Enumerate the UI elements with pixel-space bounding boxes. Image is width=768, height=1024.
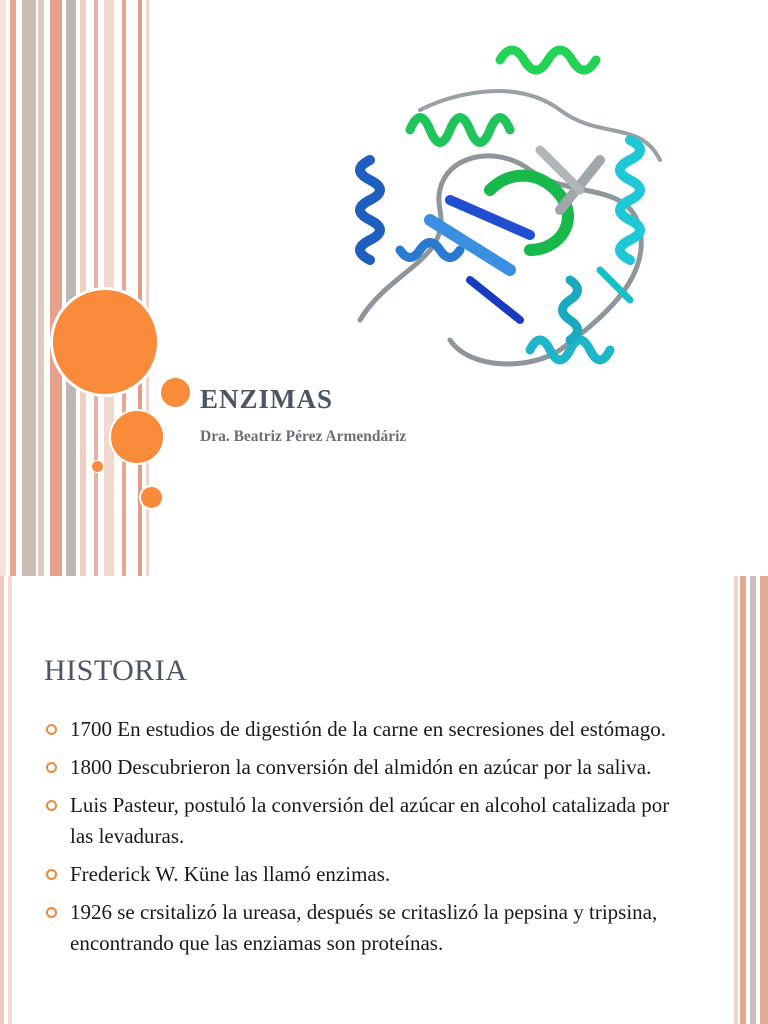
- list-item-text: Luis Pasteur, postuló la conversión del azúcar en alcohol catalizada por las levaduras.: [70, 793, 670, 848]
- slide-title: ENZIMAS: [200, 384, 334, 414]
- orange-ring-bullet-icon: [46, 869, 57, 880]
- list-item: [46, 752, 686, 783]
- content-slide: [0, 576, 768, 1024]
- orange-ring-bullet-icon: [46, 907, 57, 918]
- stripe-decoration: [734, 576, 738, 1024]
- stripe-decoration: [80, 0, 86, 576]
- list-item: [46, 897, 686, 959]
- list-item-text: 1700 En estudios de digestión de la carne en secresiones del estómago.: [70, 717, 666, 741]
- list-item: [46, 790, 686, 852]
- orange-ring-bullet-icon: [46, 762, 57, 773]
- decorative-circle-small: [91, 460, 104, 473]
- list-item-text: 1800 Descubrieron la conversión del almidón en azúcar por la saliva.: [70, 755, 652, 779]
- list-item-text: 1926 se crsitalizó la ureasa, después se critaslizó la pepsina y tripsina, encontrando que las enziamas son proteínas.: [70, 900, 658, 955]
- slide-subtitle: Dra. Beatriz Pérez Armendáriz: [200, 428, 407, 445]
- stripe-decoration: [740, 576, 746, 1024]
- stripe-decoration: [122, 0, 126, 576]
- stripe-decoration: [750, 576, 756, 1024]
- list-item: [46, 859, 686, 890]
- slide-title: HISTORIA: [44, 654, 188, 687]
- protein-ribbon-structure-icon: [300, 20, 700, 400]
- list-item: [46, 714, 686, 745]
- stripe-decoration: [50, 0, 62, 576]
- decorative-circle: [159, 376, 192, 409]
- list-item-text: Frederick W. Küne las llamó enzimas.: [70, 862, 391, 886]
- decorative-circle: [139, 485, 164, 510]
- stripe-decoration: [10, 0, 16, 576]
- stripe-decoration: [22, 0, 36, 576]
- orange-ring-bullet-icon: [46, 800, 57, 811]
- bullet-list: [46, 714, 686, 966]
- decorative-circle-large: [50, 287, 160, 397]
- stripe-decoration: [66, 0, 76, 576]
- stripe-decoration: [38, 0, 44, 576]
- stripe-decoration: [0, 576, 4, 1024]
- stripe-decoration: [8, 576, 12, 1024]
- orange-ring-bullet-icon: [46, 724, 57, 735]
- stripe-decoration: [760, 576, 768, 1024]
- stripe-decoration: [0, 0, 6, 576]
- decorative-circle: [109, 409, 165, 465]
